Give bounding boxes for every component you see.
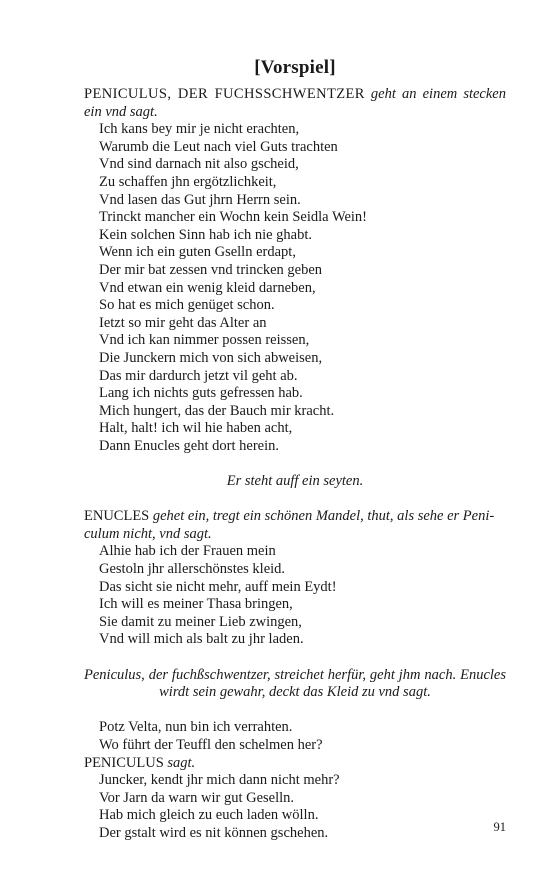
page-number: 91 bbox=[493, 820, 506, 834]
stage-direction-line: Peniculus, der fuchßschwentzer, streichet herfür, geht jhm nach. Enucles bbox=[84, 666, 506, 683]
stage-direction-block bbox=[84, 667, 506, 702]
verse-block-1 bbox=[84, 121, 506, 455]
scene-title: [Vorspiel] bbox=[254, 57, 336, 78]
verse-line: Halt, halt! ich wil hie haben acht, bbox=[99, 420, 293, 437]
verse-block-3 bbox=[84, 719, 506, 754]
verse-line: Wenn ich ein guten Gselln erdapt, bbox=[99, 244, 296, 261]
speaker-heading-enucles bbox=[84, 508, 506, 543]
stage-direction-cont: culum nicht, vnd sagt. bbox=[84, 525, 212, 542]
verse-line: Warumb die Leut nach viel Guts trachten bbox=[99, 138, 338, 155]
verse-line: Ietzt so mir geht das Alter an bbox=[99, 314, 267, 331]
verse-line: Wo führt der Teuffl den schelmen her? bbox=[99, 736, 323, 753]
speaker-heading-peniculus-2 bbox=[84, 755, 506, 773]
verse-block-4 bbox=[84, 772, 506, 842]
verse-line: Gestoln jhr allerschönstes kleid. bbox=[99, 561, 286, 578]
stage-direction-line: wirdt sein gewahr, deckt das Kleid zu vnd sagt. bbox=[159, 684, 431, 701]
page-body bbox=[84, 56, 506, 843]
speaker-name: PENICULUS bbox=[84, 754, 164, 771]
verse-line: Der gstalt wird es nit können gschehen. bbox=[99, 824, 329, 841]
verse-block-2 bbox=[84, 543, 506, 649]
verse-line: Hab mich gleich zu euch laden wölln. bbox=[99, 807, 319, 824]
verse-line: Trinckt mancher ein Wochn kein Seidla Wein! bbox=[99, 209, 368, 226]
stage-direction: sagt. bbox=[167, 754, 196, 771]
verse-line: Vnd sind darnach nit also gscheid, bbox=[99, 156, 299, 173]
stage-direction: gehet ein, tregt ein schönen Mandel, thut, als sehe er Peni- bbox=[152, 508, 495, 525]
verse-line: Das mir dardurch jetzt vil geht ab. bbox=[99, 367, 298, 384]
stage-direction: geht an einem stecken ein vnd sagt. bbox=[84, 86, 506, 120]
verse-line: Potz Velta, nun bin ich verrahten. bbox=[99, 719, 293, 736]
verse-line: Ich kans bey mir je nicht erachten, bbox=[99, 121, 300, 138]
verse-line: Lang ich nichts guts gefressen hab. bbox=[99, 385, 303, 402]
verse-line: Juncker, kendt jhr mich dann nicht mehr? bbox=[99, 772, 340, 789]
speaker-name: PENICULUS, DER FUCHSSCHWENTZER bbox=[84, 86, 365, 102]
verse-line: Das sicht sie nicht mehr, auff mein Eydt! bbox=[99, 578, 337, 595]
verse-line: Vnd ich kan nimmer possen reissen, bbox=[99, 332, 310, 349]
stage-direction-centered: Er steht auff ein seyten. bbox=[226, 473, 364, 490]
verse-line: Der mir bat zessen vnd trincken geben bbox=[99, 261, 323, 278]
verse-line: Zu schaffen jhn ergötzlichkeit, bbox=[99, 173, 277, 190]
verse-line: Mich hungert, das der Bauch mir kracht. bbox=[99, 402, 335, 419]
verse-line: Vor Jarn da warn wir gut Geselln. bbox=[99, 789, 295, 806]
verse-line: Ich will es meiner Thasa bringen, bbox=[99, 596, 293, 613]
speaker-name: ENUCLES bbox=[84, 508, 150, 525]
verse-line: Dann Enucles geht dort herein. bbox=[99, 437, 279, 454]
verse-line: So hat es mich genüget schon. bbox=[99, 297, 275, 314]
verse-line: Alhie hab ich der Frauen mein bbox=[99, 543, 276, 560]
verse-line: Sie damit zu meiner Lieb zwingen, bbox=[99, 613, 302, 630]
verse-line: Vnd lasen das Gut jhrn Herrn sein. bbox=[99, 191, 301, 208]
verse-line: Die Junckern mich von sich abweisen, bbox=[99, 349, 323, 366]
verse-line: Vnd etwan ein wenig kleid darneben, bbox=[99, 279, 316, 296]
verse-line: Kein solchen Sinn hab ich nie ghabt. bbox=[99, 226, 313, 243]
speaker-heading-peniculus bbox=[84, 86, 506, 121]
verse-line: Vnd will mich als balt zu jhr laden. bbox=[99, 631, 304, 648]
